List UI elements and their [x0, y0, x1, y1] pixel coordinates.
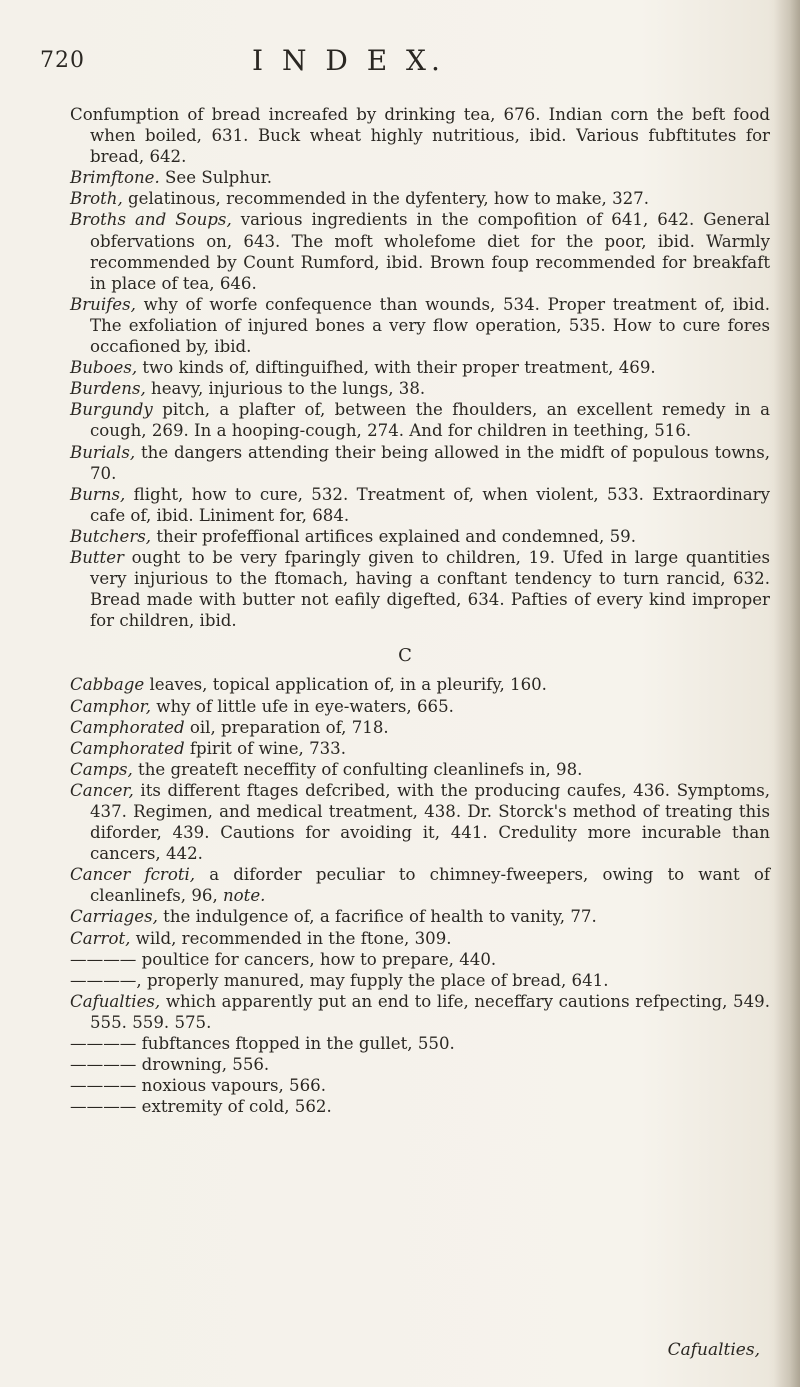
index-subentry — [70, 1075, 770, 1096]
entry-text: gelatinous, recommended in the dyfentery, how to make, 327. — [122, 189, 650, 209]
index-entry — [70, 928, 770, 949]
index-entry — [70, 357, 770, 378]
entry-headword: Butchers, — [70, 526, 152, 546]
index-entry — [70, 864, 770, 906]
entry-headword: Bruifes, — [70, 294, 136, 314]
entry-dash: ———— — [70, 1034, 142, 1054]
entry-headword: Carrot, — [70, 928, 131, 948]
entry-headword: Camphor, — [70, 696, 152, 716]
index-entry — [70, 104, 770, 167]
entry-text: why of worfe confequence than wounds, 534. Proper treatment of, ibid. The exfoliation of injured bones a very flow operation, 535. How to cure fores occafioned by, ibid. — [90, 294, 770, 357]
index-entry — [70, 906, 770, 927]
index-entry — [70, 294, 770, 357]
entry-dash: ———— — [70, 1076, 142, 1096]
entry-headword: Burials, — [70, 442, 136, 462]
entry-text: drowning, 556. — [141, 1055, 270, 1075]
entry-headword: Burns, — [70, 484, 126, 504]
entry-headword: Butter — [70, 547, 124, 567]
entry-headword: Broths and Soups, — [70, 210, 232, 230]
entry-text: pitch, a plafter of, between the fhoulders, an excellent remedy in a cough, 269. In a hooping-cough, 274. And for children in teething, 516. — [90, 400, 770, 441]
entry-headword: Burgundy — [70, 400, 153, 420]
entry-text: noxious vapours, 566. — [141, 1076, 326, 1096]
entry-dash: ———— — [70, 949, 142, 969]
entry-text: fpirit of wine, 733. — [184, 738, 347, 758]
index-entry — [70, 717, 770, 738]
index-subentry — [70, 1033, 770, 1054]
index-subentry — [70, 1096, 770, 1117]
running-head: I N D E X. — [252, 44, 445, 77]
index-subentry — [70, 970, 770, 991]
entry-text: two kinds of, diftinguifhed, with their proper treatment, 469. — [137, 358, 656, 378]
entry-text: poultice for cancers, how to prepare, 440. — [141, 949, 497, 969]
index-entry — [70, 547, 770, 631]
entry-dash: ———— — [70, 1055, 142, 1075]
entry-text: the dangers attending their being allowed in the midft of populous towns, 70. — [90, 442, 770, 483]
entry-headword: Broth, — [70, 189, 123, 209]
entry-text: the indulgence of, a facrifice of health to vanity, 77. — [157, 907, 597, 927]
page-edge-shadow — [774, 0, 800, 1387]
entry-text: ought to be very fparingly given to children, 19. Ufed in large quantities very injurious to the ftomach, having a conftant tendency to turn rancid, 632. Bread made with butter not eafily digefted, 634. Pafties of every kind improper for children, ibid. — [90, 547, 770, 631]
index-entry — [70, 759, 770, 780]
index-entry — [70, 484, 770, 526]
index-entry — [70, 167, 770, 188]
entry-headword: Cabbage — [70, 675, 145, 695]
index-entry — [70, 378, 770, 399]
entry-text: leaves, topical application of, in a pleurify, 160. — [144, 675, 547, 695]
entry-dash: ———— — [70, 1097, 142, 1117]
index-subentry — [70, 1054, 770, 1075]
index-entry — [70, 780, 770, 864]
section-letter: C — [398, 645, 412, 667]
page-number: 720 — [40, 48, 85, 73]
index-entry — [70, 696, 770, 717]
entry-text: heavy, injurious to the lungs, 38. — [145, 379, 426, 399]
entry-headword: Camphorated — [70, 738, 185, 758]
index-entry — [70, 188, 770, 209]
index-entry — [70, 991, 770, 1033]
entry-headword: Cancer fcroti, — [70, 865, 196, 885]
index-content — [70, 104, 770, 1117]
entry-headword: Cancer, — [70, 780, 134, 800]
index-entry — [70, 209, 770, 293]
entry-text: a diforder peculiar to chimney-fweepers, owing to want of cleanlinefs, 96, — [90, 865, 770, 906]
entry-headword: Buboes, — [70, 358, 138, 378]
entry-note: note. — [223, 886, 266, 906]
index-entry — [70, 399, 770, 441]
index-entry — [70, 526, 770, 547]
index-entry — [70, 674, 770, 695]
page-header — [40, 40, 760, 80]
entry-headword: Carriages, — [70, 907, 158, 927]
index-entry — [70, 442, 770, 484]
entry-text: oil, preparation of, 718. — [184, 717, 389, 737]
entry-text: extremity of cold, 562. — [141, 1097, 332, 1117]
entry-text: fubftances ftopped in the gullet, 550. — [141, 1034, 455, 1054]
index-subentry — [70, 949, 770, 970]
entry-headword: Burdens, — [70, 379, 146, 399]
entry-text: various ingredients in the compofition of 641, 642. General obfervations on, 643. The moft wholefome diet for the poor, ibid. Warmly recommended by Count Rumford, ibid. Brown foup recommended for breakfaft in place of tea, 646. — [90, 210, 770, 293]
entry-headword: Camps, — [70, 759, 133, 779]
entry-text: the greateft neceffity of confulting cleanlinefs in, 98. — [132, 759, 583, 779]
entry-text: Confumption of bread increafed by drinking tea, 676. Indian corn the beft food when boiled, 631. Buck wheat highly nutritious, ibid. Various fubftitutes for bread, 642. — [70, 105, 770, 167]
entry-headword: Camphorated — [70, 717, 185, 737]
entry-text: properly manured, may fupply the place of bread, 641. — [146, 970, 609, 990]
index-entry — [70, 738, 770, 759]
entry-text: why of little ufe in eye-waters, 665. — [151, 696, 454, 716]
catchword: Cafualties, — [667, 1340, 760, 1360]
entry-headword: Brimftone. — [70, 168, 160, 188]
entry-text: its different ftages defcribed, with the producing caufes, 436. Symptoms, 437. Regimen, and medical treatment, 438. Dr. Storck's method of treating this diforder, 439. Cautions for avoiding it, 441. Credulity more incurable than cancers, 442. — [90, 780, 770, 864]
entry-dash: ————, — [70, 970, 147, 990]
entry-text: their profeffional artifices explained and condemned, 59. — [151, 526, 636, 546]
entry-text: wild, recommended in the ftone, 309. — [130, 928, 452, 948]
entry-headword: Cafualties, — [70, 991, 161, 1011]
entry-text: which apparently put an end to life, neceffary cautions refpecting, 549. 555. 559. 575. — [90, 991, 770, 1032]
page-footer — [70, 1340, 760, 1370]
entry-text: See Sulphur. — [159, 168, 273, 188]
entry-text: flight, how to cure, 532. Treatment of, when violent, 533. Extraordinary cafe of, ibid. Liniment for, 684. — [90, 484, 770, 525]
